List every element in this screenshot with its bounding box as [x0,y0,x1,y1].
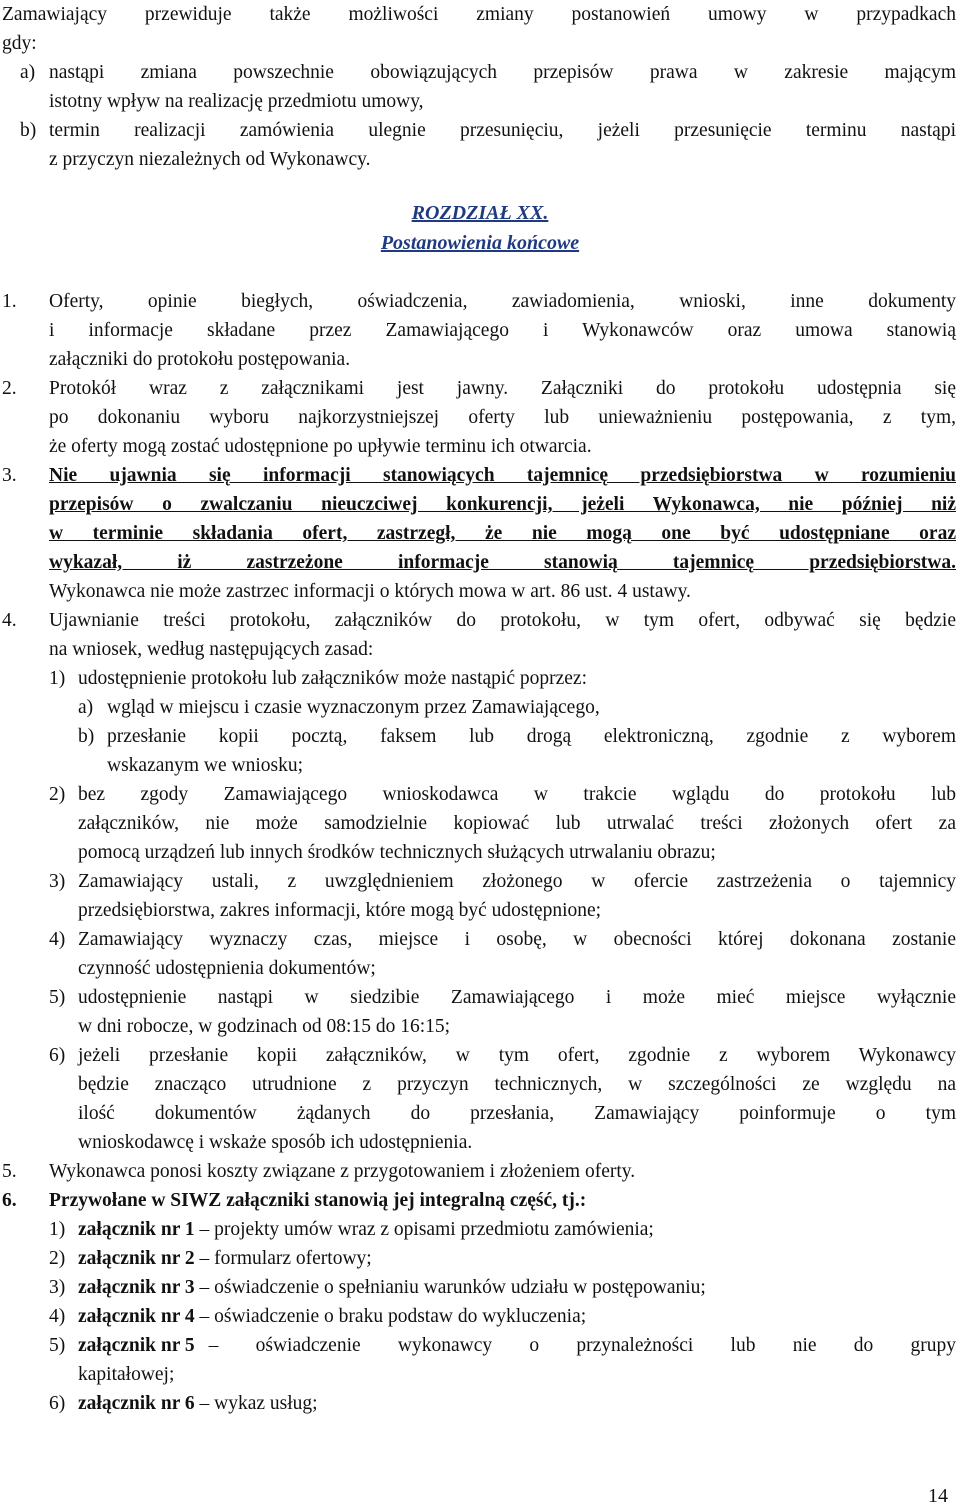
attachment-text-cont: kapitałowej; [78,1364,175,1385]
sub-line: będzie znacząco utrudnione z przyczyn technicznych, w szczególności ze względu na [78,1074,956,1095]
sub-line: załączników, nie może samodzielnie kopiować lub utrwalać treści złożonych ofert za [78,813,956,834]
item-line: Wykonawca nie może zastrzec informacji o których mowa w art. 86 ust. 4 ustawy. [49,581,691,602]
attachment-number: 3) [49,1277,66,1298]
item-line: Ujawnianie treści protokołu, załączników do protokołu, w tym ofert, odbywać się będzie [49,610,956,631]
intro-b-line: termin realizacji zamówienia ulegnie przesunięciu, jeżeli przesunięcie terminu nastąpi [49,120,956,141]
attachment-label: załącznik nr 3 [78,1277,195,1298]
sub-number: 1) [49,668,66,689]
item-line: załączniki do protokołu postępowania. [49,349,351,370]
attachment-number: 5) [49,1335,66,1356]
attachment-label: załącznik nr 6 [78,1393,195,1414]
attachment-label: załącznik nr 4 [78,1306,195,1327]
sub-line: wnioskodawcę i wskaże sposób ich udostępnienia. [78,1132,473,1153]
attachment-text: – oświadczenie o braku podstaw do wykluczenia; [199,1306,587,1327]
item-number: 4. [2,610,17,631]
sub-line: Zamawiający wyznaczy czas, miejsce i osobę, w obecności której dokonana zostanie [78,929,956,950]
sub-line: ilość dokumentów żądanych do przesłania, Zamawiający poinformuje o tym [78,1103,956,1124]
item-line: i informacje składane przez Zamawiającego i Wykonawców oraz umowa stanowią [49,320,956,341]
item-number: 1. [2,291,17,312]
item-line: na wniosek, według następujących zasad: [49,639,374,660]
attachment-number: 4) [49,1306,66,1327]
item-bold-line: przepisów o zwalczaniu nieuczciwej konkurencji, jeżeli Wykonawca, nie później niż [49,494,956,515]
item-number: 3. [2,465,17,486]
sub-number: 6) [49,1045,66,1066]
letter-line: przesłanie kopii pocztą, faksem lub drogą elektroniczną, zgodnie z wyborem [107,726,956,747]
attachment-label: załącznik nr 1 [78,1219,195,1240]
attachment-text: – oświadczenie o spełnianiu warunków udziału w postępowaniu; [199,1277,706,1298]
intro-a-line: istotny wpływ na realizację przedmiotu umowy, [49,91,424,112]
intro-a-line: nastąpi zmiana powszechnie obowiązujących przepisów prawa w zakresie mającym [49,62,956,83]
item-bold-line: wykazał, iż zastrzeżone informacje stanowią tajemnicę przedsiębiorstwa. [49,552,956,573]
sub-line: bez zgody Zamawiającego wnioskodawca w trakcie wglądu do protokołu lub [78,784,956,805]
attachment-text: – formularz ofertowy; [199,1248,372,1269]
attachment-text: – wykaz usług; [199,1393,318,1414]
list-marker: a) [20,62,36,83]
item-number: 6. [2,1190,17,1211]
item-line: Wykonawca ponosi koszty związane z przygotowaniem i złożeniem oferty. [49,1161,636,1182]
letter-line: wskazanym we wniosku; [107,755,304,776]
sub-line: w dni robocze, w godzinach od 08:15 do 16:15; [78,1016,451,1037]
attachment-label: załącznik nr 5 [78,1335,195,1356]
attachment-text: – oświadczenie wykonawcy o przynależności lub nie do grupy [208,1335,956,1356]
sub-number: 5) [49,987,66,1008]
letter-marker: a) [78,697,94,718]
letter-marker: b) [78,726,95,747]
sub-line: przedsiębiorstwa, zakres informacji, które mogą być udostępnione; [78,900,602,921]
item-line: Protokół wraz z załącznikami jest jawny. Załączniki do protokołu udostępnia się [49,378,956,399]
sub-line: Zamawiający ustali, z uwzględnieniem złożonego w ofercie zastrzeżenia o tajemnicy [78,871,956,892]
attachment-item [78,1331,956,1360]
intro-b-line: z przyczyn niezależnych od Wykonawcy. [49,149,371,170]
attachment-item [78,1244,372,1273]
item-number: 5. [2,1161,17,1182]
sub-line: jeżeli przesłanie kopii załączników, w tym ofert, zgodnie z wyborem Wykonawcy [78,1045,956,1066]
attachment-number: 1) [49,1219,66,1240]
item-bold-line: Nie ujawnia się informacji stanowiących tajemnicę przedsiębiorstwa w rozumieniu [49,465,956,486]
attachment-label: załącznik nr 2 [78,1248,195,1269]
sub-line: pomocą urządzeń lub innych środków technicznych służących utrwalaniu obrazu; [78,842,716,863]
item-heading: Przywołane w SIWZ załączniki stanowią jej integralną część, tj.: [49,1190,587,1211]
item-line: Oferty, opinie biegłych, oświadczenia, zawiadomienia, wnioski, inne dokumenty [49,291,956,312]
attachment-number: 2) [49,1248,66,1269]
list-marker: b) [20,120,37,141]
sub-line: udostępnienie nastąpi w siedzibie Zamawiającego i może mieć miejsce wyłącznie [78,987,956,1008]
attachment-item [78,1273,706,1302]
attachment-number: 6) [49,1393,66,1414]
sub-line: udostępnienie protokołu lub załączników może nastąpić poprzez: [78,668,587,689]
attachment-item [78,1302,586,1331]
item-number: 2. [2,378,17,399]
sub-number: 3) [49,871,66,892]
attachment-item [78,1215,654,1244]
sub-line: czynność udostępnienia dokumentów; [78,958,376,979]
item-line: po dokonaniu wyboru najkorzystniejszej oferty lub unieważnieniu postępowania, z tym, [49,407,956,428]
sub-number: 4) [49,929,66,950]
intro-line: gdy: [2,33,37,54]
attachment-item [78,1389,318,1418]
item-bold-line: w terminie składania ofert, zastrzegł, że nie mogą one być udostępniane oraz [49,523,956,544]
page-number: 14 [928,1485,948,1507]
attachment-text: – projekty umów wraz z opisami przedmiotu zamówienia; [199,1219,654,1240]
intro-line: Zamawiający przewiduje także możliwości zmiany postanowień umowy w przypadkach [2,4,956,25]
item-line: że oferty mogą zostać udostępnione po upływie terminu ich otwarcia. [49,436,592,457]
chapter-title: ROZDZIAŁ XX. [411,202,549,224]
sub-number: 2) [49,784,66,805]
letter-line: wgląd w miejscu i czasie wyznaczonym przez Zamawiającego, [107,697,600,718]
chapter-subtitle: Postanowienia końcowe [380,232,580,254]
